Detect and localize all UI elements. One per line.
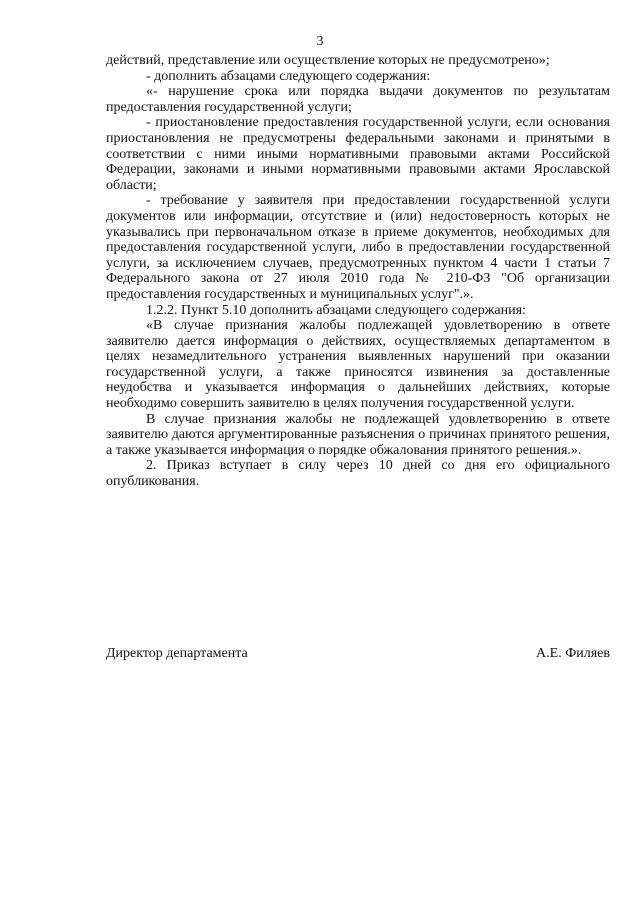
paragraph: действий, представление или осуществление которых не предусмотрено»;: [106, 53, 550, 68]
signatory-position: Директор департамента: [106, 646, 248, 661]
paragraph: «В случае признания жалобы подлежащей удовлетворению в ответе заявителю дается информация о действиях, осуществляемых департаментом в целях незамедлительного устранения выявленных нарушений при оказании государственной услуги, а также приносятся извинения за доставленные неудобства и указывается информация о дальнейших действиях, которые необходимо совершить заявителю в целях получения государственной услуги.: [106, 318, 610, 412]
signature-block: [106, 646, 610, 662]
signatory-name: А.Е. Филяев: [536, 646, 610, 661]
document-body: [106, 53, 610, 490]
page-number: 3: [316, 34, 324, 49]
paragraph: - приостановление предоставления государственной услуги, если основания приостановления не предусмотрены федеральными законами и принятыми в соответствии с ними иными нормативными правовыми актами Российской Федерации, законами и иными нормативными правовыми актами Ярославской области;: [106, 115, 610, 193]
paragraph: 1.2.2. Пункт 5.10 дополнить абзацами следующего содержания:: [146, 302, 526, 318]
paragraph: «- нарушение срока или порядка выдачи документов по результатам предоставления государственной услуги;: [106, 84, 610, 115]
paragraph: В случае признания жалобы не подлежащей удовлетворению в ответе заявителю даются аргументированные разъяснения о причинах принятого решения, а также указывается информация о порядке обжалования принятого решения.».: [106, 411, 610, 458]
paragraph: 2. Приказ вступает в силу через 10 дней со дня его официального опубликования.: [106, 458, 610, 490]
paragraph: - дополнить абзацами следующего содержания:: [146, 68, 431, 84]
paragraph: - требование у заявителя при предоставлении государственной услуги документов или информации, отсутствие и (или) недостоверность которых не указывались при первоначальном отказе в приеме документов, необходимых для предоставления государственной услуги, либо в предоставлении государственной услуги, за исключением случаев, предусмотренных пунктом 4 части 1 статьи 7 Федерального закона от 27 июля 2010 года № 210-ФЗ "Об организации предоставления государственных и муниципальных услуг".».: [106, 193, 610, 302]
